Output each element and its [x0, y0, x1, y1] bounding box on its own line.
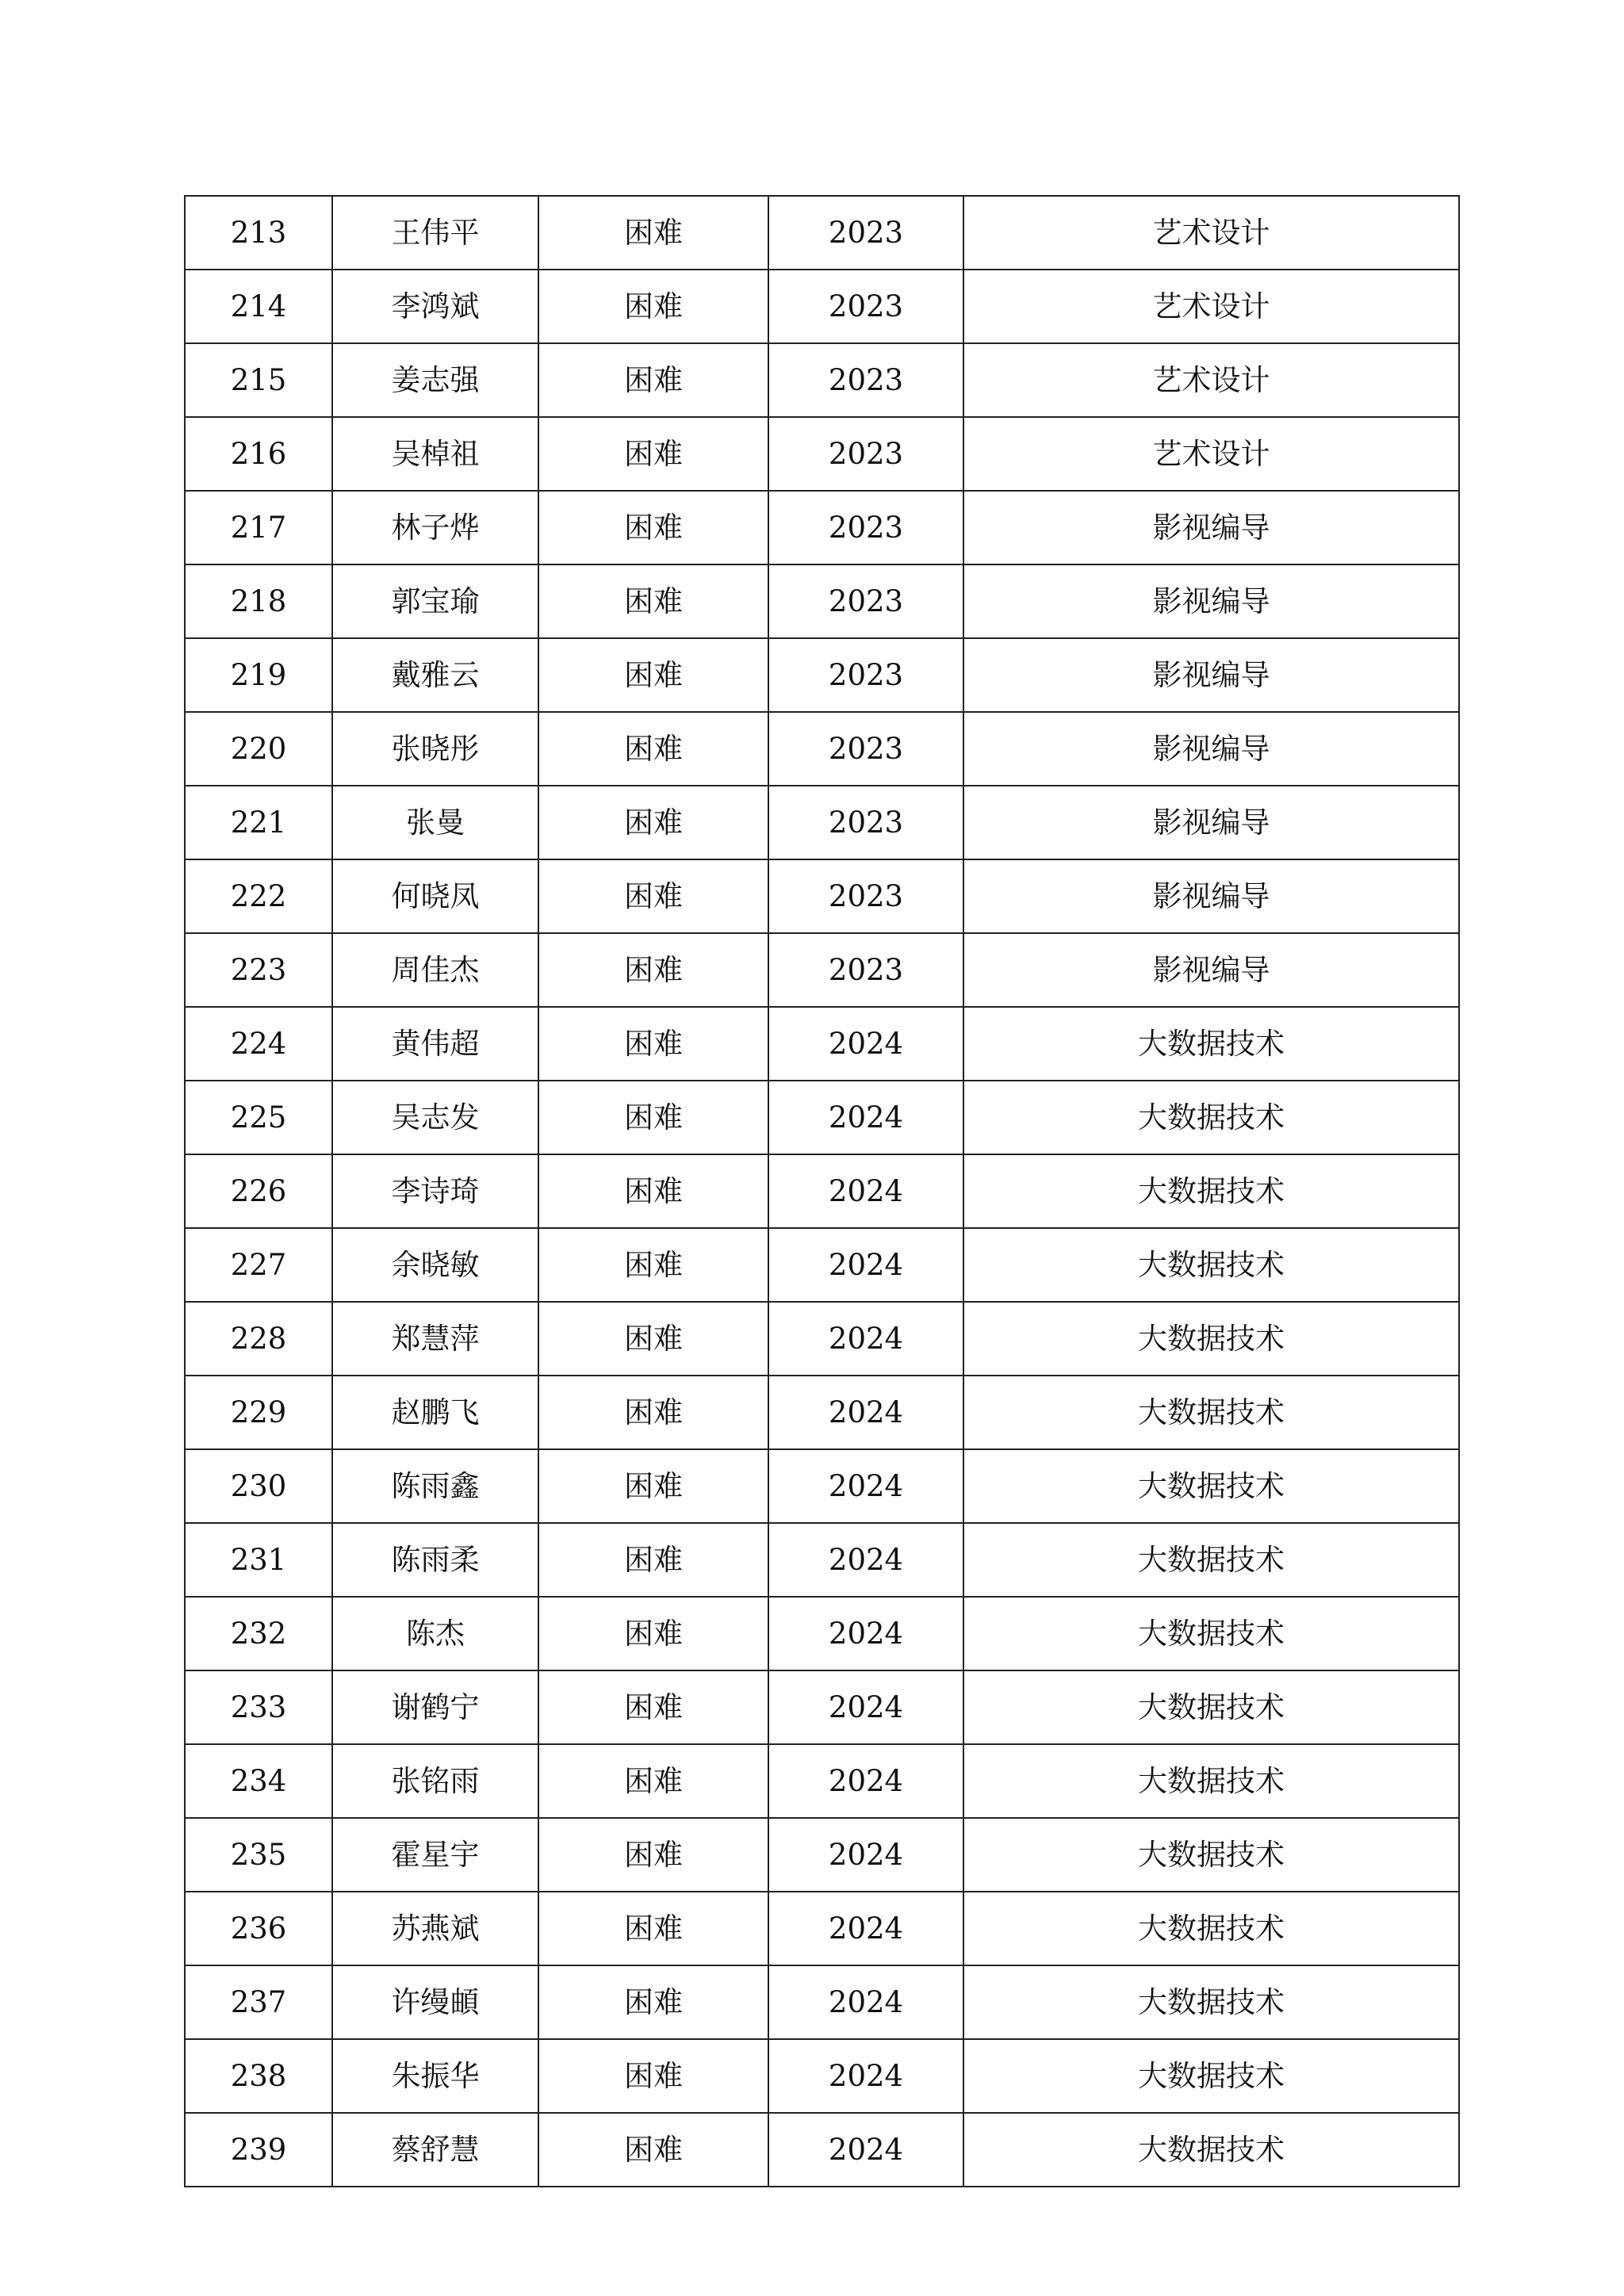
cell-major: 大数据技术: [963, 1228, 1459, 1302]
cell-status: 困难: [538, 1523, 768, 1597]
table-row: [185, 786, 1459, 859]
cell-number: 225: [185, 1081, 332, 1154]
cell-name: 姜志强: [332, 343, 538, 417]
table-row: [185, 1376, 1459, 1449]
cell-name: 张曼: [332, 786, 538, 859]
table-row: [185, 933, 1459, 1007]
cell-status: 困难: [538, 1597, 768, 1670]
table-row: [185, 564, 1459, 638]
cell-year: 2024: [768, 1965, 963, 2039]
cell-name: 黄伟超: [332, 1007, 538, 1081]
cell-major: 大数据技术: [963, 1892, 1459, 1965]
cell-number: 213: [185, 196, 332, 270]
cell-number: 224: [185, 1007, 332, 1081]
cell-number: 235: [185, 1818, 332, 1892]
cell-year: 2024: [768, 1228, 963, 1302]
cell-number: 233: [185, 1670, 332, 1744]
cell-number: 237: [185, 1965, 332, 2039]
cell-major: 影视编导: [963, 933, 1459, 1007]
cell-number: 238: [185, 2039, 332, 2113]
table-row: [185, 196, 1459, 270]
cell-number: 223: [185, 933, 332, 1007]
cell-status: 困难: [538, 1302, 768, 1376]
cell-name: 陈杰: [332, 1597, 538, 1670]
cell-number: 221: [185, 786, 332, 859]
cell-major: 影视编导: [963, 712, 1459, 786]
cell-name: 郭宝瑜: [332, 564, 538, 638]
table-row: [185, 1670, 1459, 1744]
table-row: [185, 638, 1459, 712]
cell-year: 2023: [768, 786, 963, 859]
cell-status: 困难: [538, 1154, 768, 1228]
cell-year: 2024: [768, 2113, 963, 2187]
table-body: [185, 196, 1459, 2187]
cell-year: 2024: [768, 1154, 963, 1228]
table-row: [185, 1892, 1459, 1965]
cell-name: 赵鹏飞: [332, 1376, 538, 1449]
cell-major: 艺术设计: [963, 270, 1459, 343]
cell-number: 220: [185, 712, 332, 786]
cell-status: 困难: [538, 196, 768, 270]
cell-year: 2023: [768, 564, 963, 638]
cell-name: 林子烨: [332, 491, 538, 564]
cell-year: 2023: [768, 859, 963, 933]
table-row: [185, 1154, 1459, 1228]
cell-major: 艺术设计: [963, 196, 1459, 270]
table-row: [185, 859, 1459, 933]
cell-number: 232: [185, 1597, 332, 1670]
cell-status: 困难: [538, 2113, 768, 2187]
table-row: [185, 343, 1459, 417]
cell-major: 艺术设计: [963, 343, 1459, 417]
cell-year: 2024: [768, 1376, 963, 1449]
table-row: [185, 1081, 1459, 1154]
cell-major: 影视编导: [963, 859, 1459, 933]
cell-major: 影视编导: [963, 491, 1459, 564]
cell-number: 227: [185, 1228, 332, 1302]
cell-year: 2024: [768, 1302, 963, 1376]
cell-year: 2023: [768, 712, 963, 786]
cell-status: 困难: [538, 491, 768, 564]
cell-status: 困难: [538, 1449, 768, 1523]
cell-status: 困难: [538, 417, 768, 491]
cell-major: 大数据技术: [963, 1523, 1459, 1597]
cell-name: 张晓彤: [332, 712, 538, 786]
cell-number: 234: [185, 1744, 332, 1818]
table-row: [185, 1302, 1459, 1376]
cell-number: 216: [185, 417, 332, 491]
cell-year: 2024: [768, 1449, 963, 1523]
cell-year: 2024: [768, 2039, 963, 2113]
cell-major: 大数据技术: [963, 1597, 1459, 1670]
cell-major: 大数据技术: [963, 1007, 1459, 1081]
cell-status: 困难: [538, 859, 768, 933]
cell-year: 2024: [768, 1744, 963, 1818]
cell-name: 张铭雨: [332, 1744, 538, 1818]
table-row: [185, 1007, 1459, 1081]
cell-number: 222: [185, 859, 332, 933]
cell-status: 困难: [538, 564, 768, 638]
cell-year: 2024: [768, 1007, 963, 1081]
cell-major: 大数据技术: [963, 1302, 1459, 1376]
cell-name: 陈雨柔: [332, 1523, 538, 1597]
table-row: [185, 1818, 1459, 1892]
cell-year: 2023: [768, 343, 963, 417]
cell-year: 2023: [768, 196, 963, 270]
cell-name: 何晓凤: [332, 859, 538, 933]
cell-number: 214: [185, 270, 332, 343]
cell-major: 影视编导: [963, 638, 1459, 712]
cell-year: 2024: [768, 1892, 963, 1965]
cell-status: 困难: [538, 1670, 768, 1744]
cell-number: 226: [185, 1154, 332, 1228]
cell-status: 困难: [538, 638, 768, 712]
cell-year: 2024: [768, 1523, 963, 1597]
table-row: [185, 1523, 1459, 1597]
cell-major: 大数据技术: [963, 1154, 1459, 1228]
cell-name: 吴棹祖: [332, 417, 538, 491]
table-row: [185, 491, 1459, 564]
table-row: [185, 712, 1459, 786]
cell-status: 困难: [538, 270, 768, 343]
cell-status: 困难: [538, 2039, 768, 2113]
table-row: [185, 417, 1459, 491]
cell-year: 2024: [768, 1597, 963, 1670]
cell-status: 困难: [538, 1081, 768, 1154]
cell-name: 李鸿斌: [332, 270, 538, 343]
cell-major: 影视编导: [963, 786, 1459, 859]
table-row: [185, 1744, 1459, 1818]
cell-major: 艺术设计: [963, 417, 1459, 491]
cell-number: 218: [185, 564, 332, 638]
cell-major: 大数据技术: [963, 1818, 1459, 1892]
cell-name: 蔡舒慧: [332, 2113, 538, 2187]
cell-status: 困难: [538, 1892, 768, 1965]
cell-name: 朱振华: [332, 2039, 538, 2113]
cell-name: 郑慧萍: [332, 1302, 538, 1376]
cell-year: 2023: [768, 417, 963, 491]
cell-name: 陈雨鑫: [332, 1449, 538, 1523]
table-row: [185, 2039, 1459, 2113]
cell-number: 215: [185, 343, 332, 417]
cell-major: 影视编导: [963, 564, 1459, 638]
cell-year: 2023: [768, 933, 963, 1007]
table-row: [185, 2113, 1459, 2187]
cell-status: 困难: [538, 343, 768, 417]
table-row: [185, 1597, 1459, 1670]
cell-number: 239: [185, 2113, 332, 2187]
cell-status: 困难: [538, 1965, 768, 2039]
cell-name: 周佳杰: [332, 933, 538, 1007]
cell-name: 戴雅云: [332, 638, 538, 712]
cell-status: 困难: [538, 1818, 768, 1892]
cell-number: 228: [185, 1302, 332, 1376]
cell-status: 困难: [538, 1228, 768, 1302]
cell-status: 困难: [538, 1744, 768, 1818]
cell-name: 李诗琦: [332, 1154, 538, 1228]
cell-major: 大数据技术: [963, 1965, 1459, 2039]
cell-name: 吴志发: [332, 1081, 538, 1154]
cell-major: 大数据技术: [963, 1670, 1459, 1744]
cell-status: 困难: [538, 712, 768, 786]
cell-name: 王伟平: [332, 196, 538, 270]
table-row: [185, 1449, 1459, 1523]
cell-year: 2023: [768, 638, 963, 712]
cell-status: 困难: [538, 786, 768, 859]
cell-year: 2023: [768, 491, 963, 564]
cell-status: 困难: [538, 1376, 768, 1449]
cell-major: 大数据技术: [963, 1744, 1459, 1818]
cell-major: 大数据技术: [963, 1449, 1459, 1523]
cell-number: 230: [185, 1449, 332, 1523]
cell-name: 许缦頔: [332, 1965, 538, 2039]
cell-year: 2024: [768, 1670, 963, 1744]
cell-number: 217: [185, 491, 332, 564]
table-row: [185, 270, 1459, 343]
cell-year: 2023: [768, 270, 963, 343]
cell-number: 229: [185, 1376, 332, 1449]
cell-major: 大数据技术: [963, 2039, 1459, 2113]
cell-year: 2024: [768, 1818, 963, 1892]
cell-number: 231: [185, 1523, 332, 1597]
cell-status: 困难: [538, 1007, 768, 1081]
table-row: [185, 1228, 1459, 1302]
cell-name: 谢鹤宁: [332, 1670, 538, 1744]
cell-number: 219: [185, 638, 332, 712]
cell-number: 236: [185, 1892, 332, 1965]
cell-year: 2024: [768, 1081, 963, 1154]
student-aid-table: [184, 195, 1460, 2187]
cell-major: 大数据技术: [963, 1081, 1459, 1154]
cell-major: 大数据技术: [963, 2113, 1459, 2187]
cell-name: 霍星宇: [332, 1818, 538, 1892]
cell-name: 苏燕斌: [332, 1892, 538, 1965]
cell-major: 大数据技术: [963, 1376, 1459, 1449]
cell-name: 余晓敏: [332, 1228, 538, 1302]
table-row: [185, 1965, 1459, 2039]
cell-status: 困难: [538, 933, 768, 1007]
